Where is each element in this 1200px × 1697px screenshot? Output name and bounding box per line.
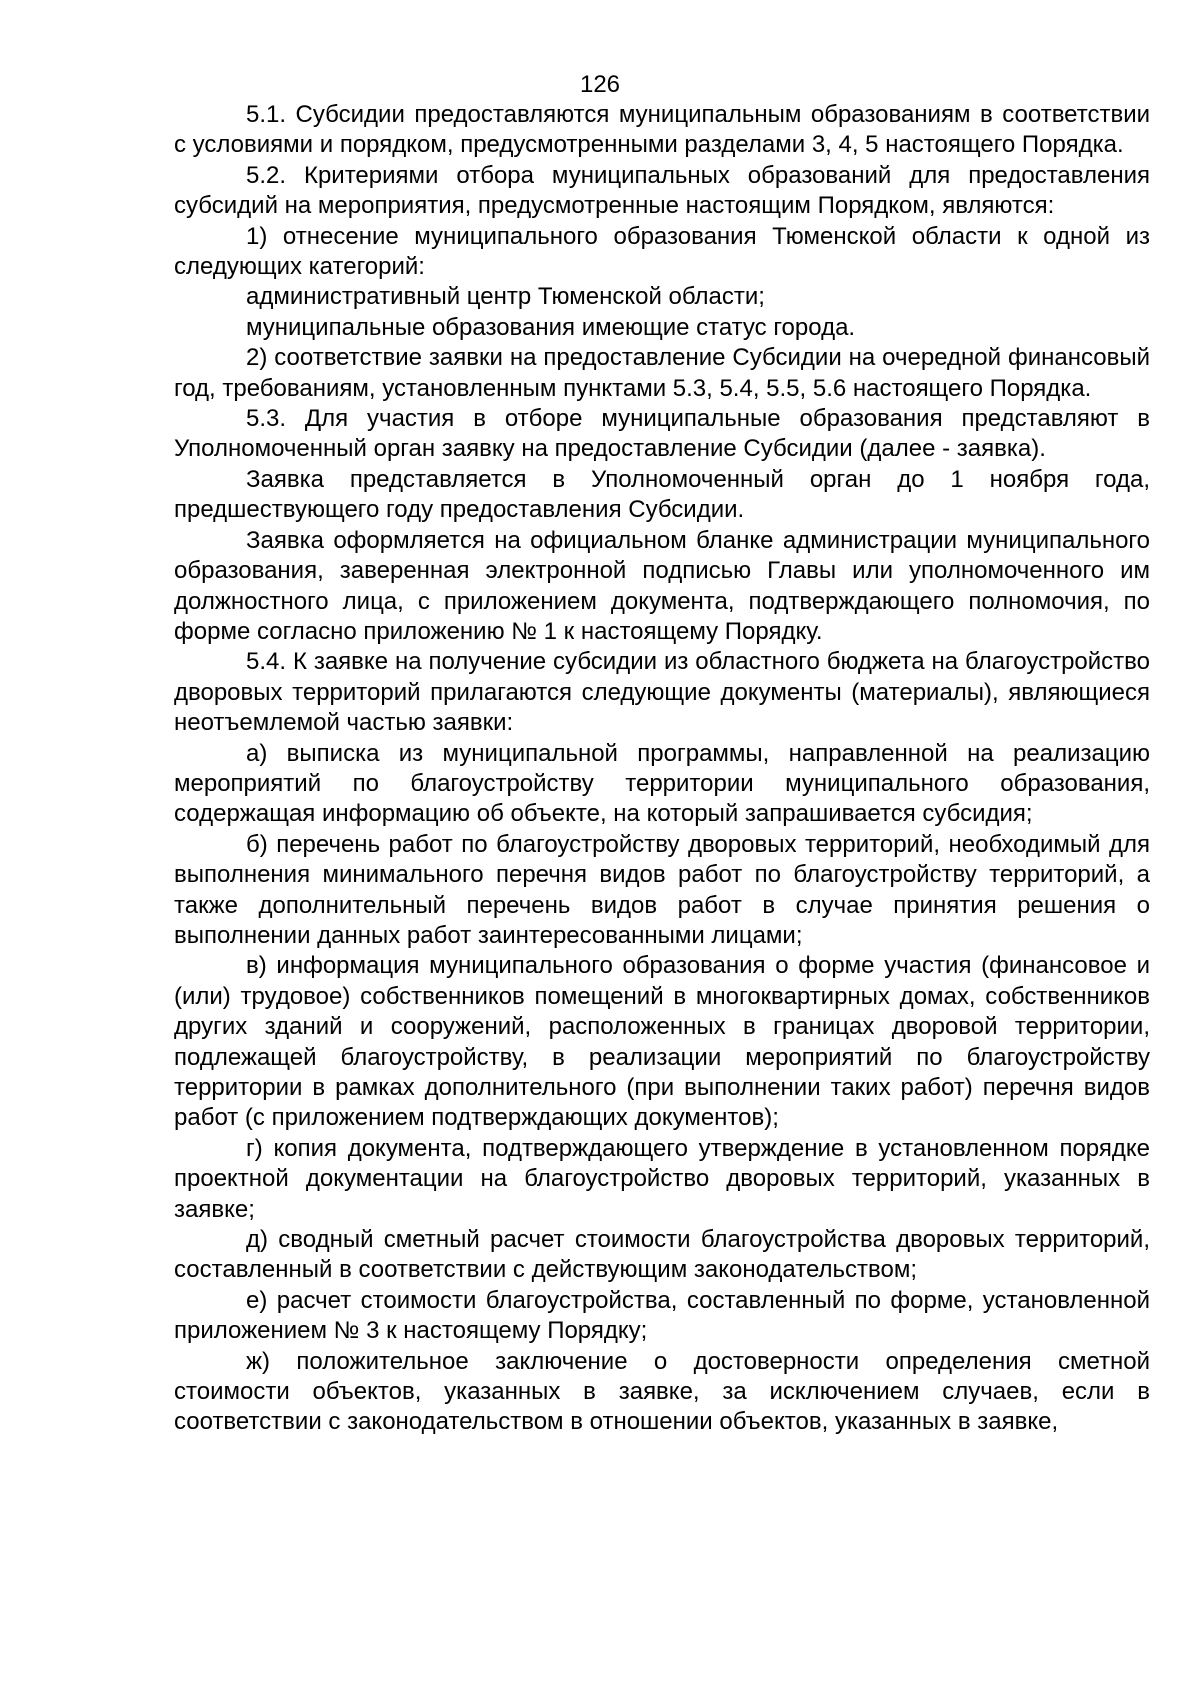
- paragraph-application-form: Заявка оформляется на официальном бланке администрации муниципального образования, заверенная электронной подписью Главы или уполномоченного им должностного лица, с приложением документа, подтверждающего полномочия, по форме согласно приложению № 1 к настоящему Порядку.: [174, 526, 1150, 645]
- document-body: [174, 100, 1150, 1438]
- item-v: в) информация муниципального образования о форме участия (финансовое и (или) трудовое) собственников помещений в многоквартирных домах, собственников других зданий и сооружений, расположенных в границах дворовой территории, подлежащей благоустройству, в реализации мероприятий по благоустройству территории в рамках дополнительного (при выполнении таких работ) перечня видов работ (с приложением подтверждающих документов);: [174, 952, 1150, 1132]
- paragraph-5-2: 5.2. Критериями отбора муниципальных образований для предоставления субсидий на мероприятия, предусмотренные настоящим Порядком, являются:: [174, 161, 1150, 220]
- item-b: б) перечень работ по благоустройству дворовых территорий, необходимый для выполнения минимального перечня видов работ по благоустройству территорий, а также дополнительный перечень видов работ в случае принятия решения о выполнении данных работ заинтересованными лицами;: [174, 830, 1150, 949]
- page-number: 126: [579, 71, 621, 98]
- item-e: е) расчет стоимости благоустройства, составленный по форме, установленной приложением № 3 к настоящему Порядку;: [174, 1286, 1150, 1345]
- item-g: г) копия документа, подтверждающего утверждение в установленном порядке проектной документации на благоустройство дворовых территорий, указанных в заявке;: [174, 1134, 1150, 1223]
- paragraph-5-3: 5.3. Для участия в отборе муниципальные образования представляют в Уполномоченный орган заявку на предоставление Субсидии (далее - заявка).: [174, 405, 1150, 463]
- item-a: а) выписка из муниципальной программы, направленной на реализацию мероприятий по благоустройству территории муниципального образования, содержащая информацию об объекте, на который запрашивается субсидия;: [174, 739, 1150, 828]
- paragraph-5-1: 5.1. Субсидии предоставляются муниципальным образованиям в соответствии с условиями и порядком, предусмотренными разделами 3, 4, 5 настоящего Порядка.: [174, 101, 1150, 159]
- category-admin-center: административный центр Тюменской области;: [246, 283, 765, 311]
- item-d: д) сводный сметный расчет стоимости благоустройства дворовых территорий, составленный в соответствии с действующим законодательством;: [174, 1226, 1150, 1284]
- criterion-2: 2) соответствие заявки на предоставление Субсидии на очередной финансовый год, требованиям, установленным пунктами 5.3, 5.4, 5.5, 5.6 настоящего Порядка.: [174, 344, 1150, 402]
- category-city-status: муниципальные образования имеющие статус города.: [246, 313, 856, 341]
- paragraph-application-deadline: Заявка представляется в Уполномоченный орган до 1 ноября года, предшествующего году предоставления Субсидии.: [174, 465, 1150, 524]
- criterion-1: 1) отнесение муниципального образования Тюменской области к одной из следующих категорий:: [174, 222, 1150, 281]
- paragraph-5-4: 5.4. К заявке на получение субсидии из областного бюджета на благоустройство дворовых территорий прилагаются следующие документы (материалы), являющиеся неотъемлемой частью заявки:: [174, 648, 1150, 737]
- item-zh: ж) положительное заключение о достоверности определения сметной стоимости объектов, указанных в заявке, за исключением случаев, если в соответствии с законодательством в отношении объектов, указанных в заявке,: [174, 1347, 1150, 1436]
